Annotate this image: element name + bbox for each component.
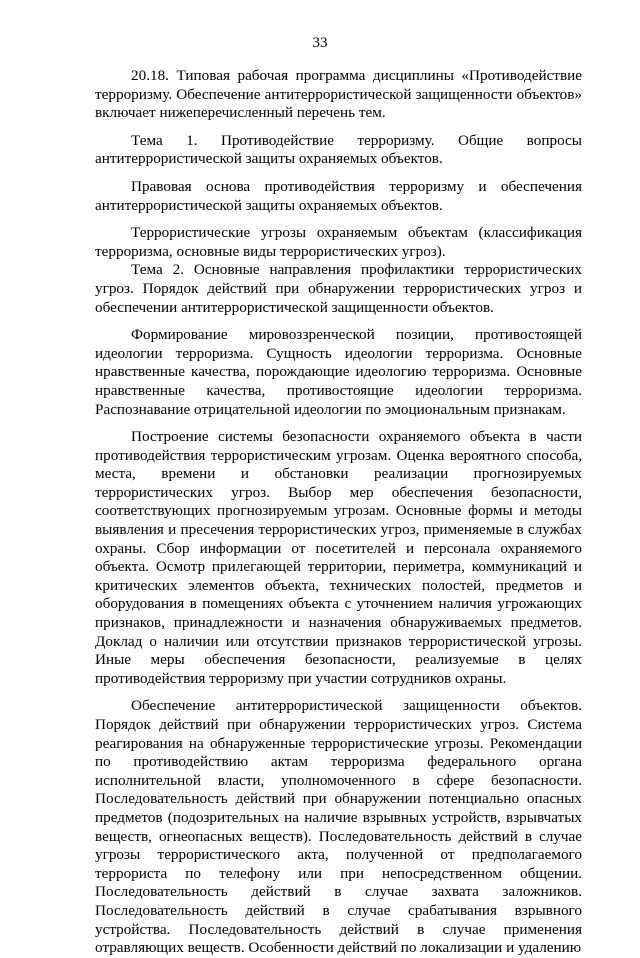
document-body — [95, 67, 582, 958]
paragraph-terrorist-threats: Террористические угрозы охраняемым объектам (классификация терроризма, основные виды террористических угроз). — [95, 224, 582, 260]
paragraph-topic-2-title: Тема 2. Основные направления профилактики террористических угроз. Порядок действий при обнаружении террористических угроз и обеспечении антитеррористической защищенности объектов. — [95, 261, 582, 316]
paragraph-topic-1-title: Тема 1. Противодействие терроризму. Общие вопросы антитеррористической защиты охраняемых объектов. — [95, 131, 582, 168]
paragraph-worldview-formation: Формирование мировоззренческой позиции, противостоящей идеологии терроризма. Сущность идеологии терроризма. Основные нравственные качества, порождающие идеологию терроризма. Основные нравственные качества, противостоящие идеологии терроризма. Распознавание отрицательной идеологии по эмоциональным признакам. — [95, 326, 582, 418]
page-number: 33 — [312, 35, 328, 51]
paragraph-security-system: Построение системы безопасности охраняемого объекта в части противодействия террористическим угрозам. Оценка вероятного способа, места, времени и обстановки реализации прогнозируемых террористических угроз. Выбор мер обеспечения безопасности, соответствующих прогнозируемым угрозам. Основные формы и методы выявления и пресечения террористических угроз, применяемые в службах охраны. Сбор информации от посетителей и персонала охраняемого объекта. Осмотр прилегающей территории, периметра, коммуникаций и критических элементов объекта, технических полостей, предметов и оборудования в помещениях объекта с уточнением наличия угрожающих признаков, принадлежности и назначения обнаруживаемых предметов. Доклад о наличии или отсутствии признаков террористической угрозы. Иные меры обеспечения безопасности, реализуемые в целях противодействия терроризму при участии сотрудников охраны. — [95, 428, 582, 687]
paragraph-program-intro: 20.18. Типовая рабочая программа дисциплины «Противодействие терроризму. Обеспечение антитеррористической защищенности объектов» включает нижеперечисленный перечень тем. — [95, 67, 582, 122]
paragraph-antiterror-protection: Обеспечение антитеррористической защищенности объектов. Порядок действий при обнаружении террористических угроз. Система реагирования на обнаруженные террористические угрозы. Рекомендации по противодействию актам терроризма федерального органа исполнительной власти, уполномоченного в сфере безопасности. Последовательность действий при обнаружении потенциально опасных предметов (подозрительных на наличие взрывных устройств, взрывчатых веществ, огнеопасных веществ). Последовательность действий в случае угрозы террористического акта, полученной от предполагаемого террориста по телефону или при непосредственном общении. Последовательность действий в случае захвата заложников. Последовательность действий в случае срабатывания взрывного устройства. Последовательность действий в случае применения отравляющих веществ. Особенности действий по локализации и удалению — [95, 697, 582, 957]
paragraph-legal-basis: Правовая основа противодействия терроризму и обеспечения антитеррористической защиты охраняемых объектов. — [95, 177, 582, 214]
